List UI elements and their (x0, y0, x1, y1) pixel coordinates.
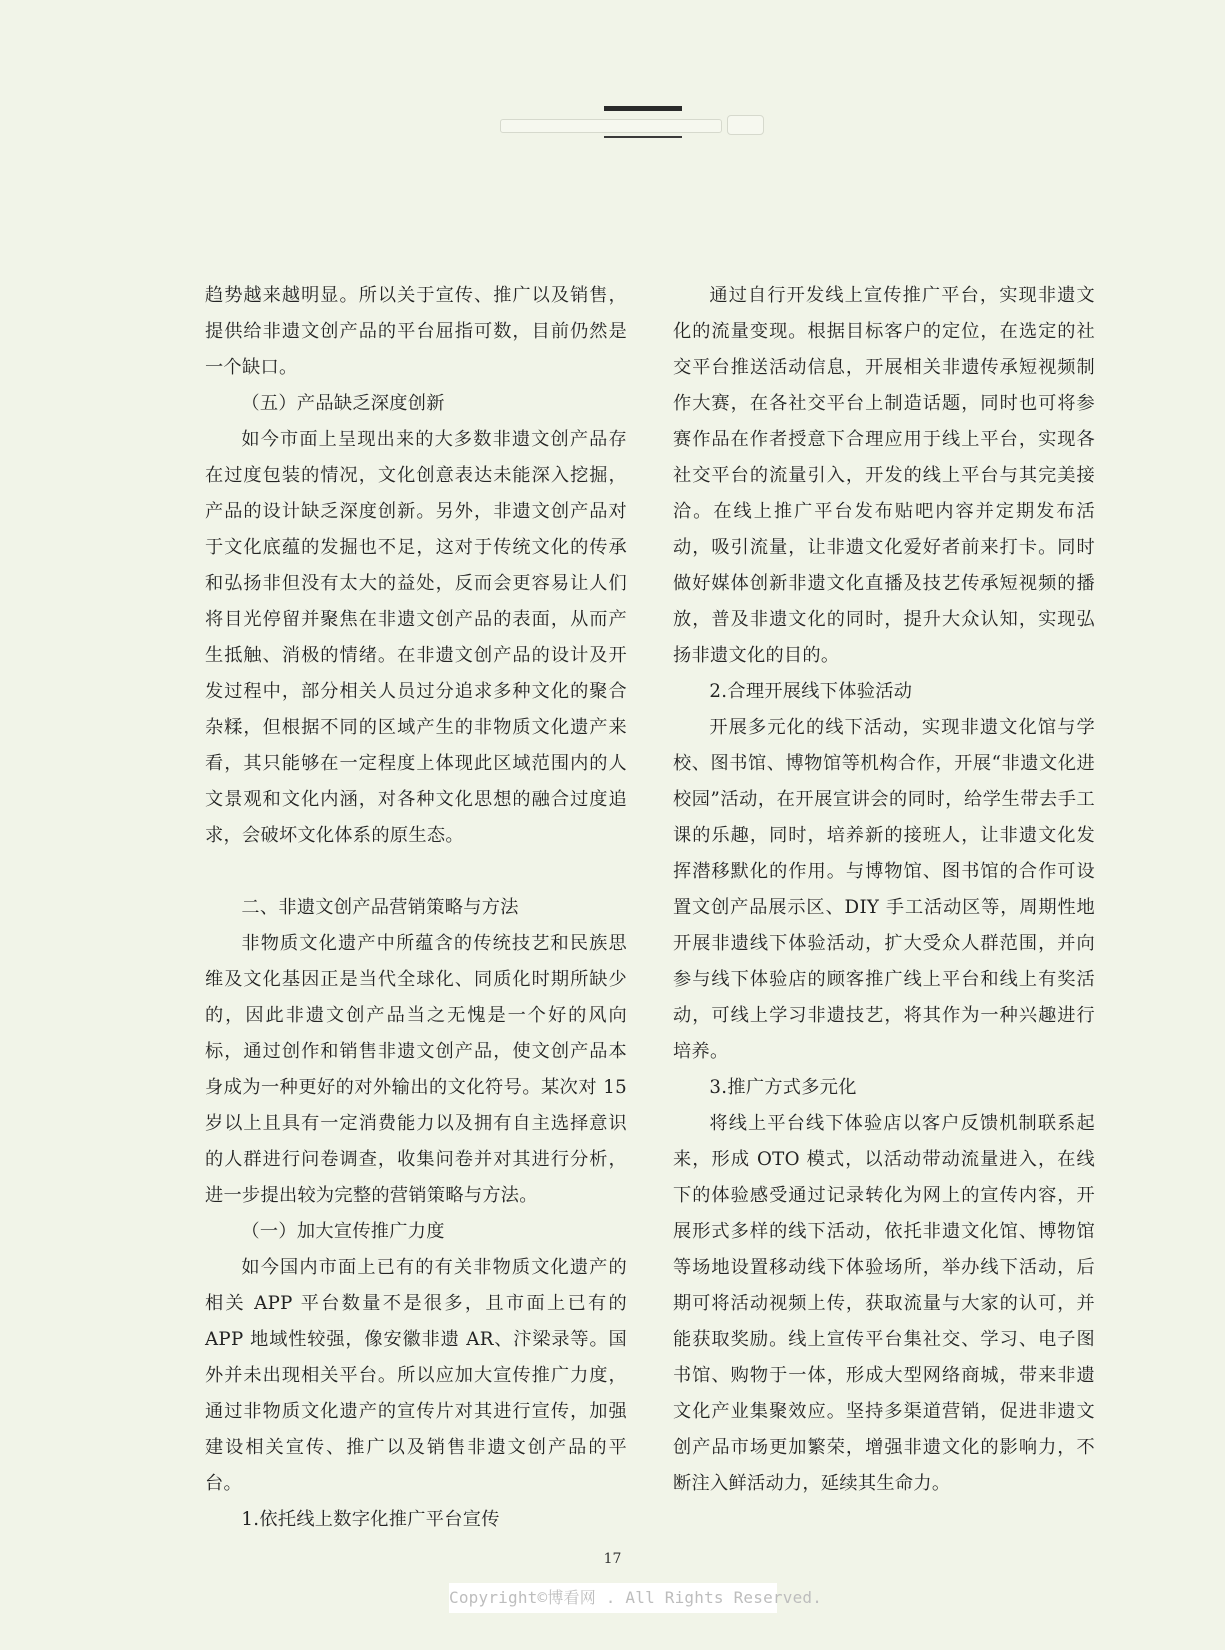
body-paragraph: 如今市面上呈现出来的大多数非遗文创产品存在过度包装的情况，文化创意表达未能深入挖掘，产品的设计缺乏深度创新。另外，非遗文创产品对于文化底蕴的发掘也不足，这对于传统文化的传承和弘扬非但没有太大的益处，反而会更容易让人们将目光停留并聚焦在非遗文创产品的表面，从而产生抵触、消极的情绪。在非遗文创产品的设计及开发过程中，部分相关人员过分追求多种文化的聚合杂糅，但根据不同的区域产生的非物质文化遗产来看，其只能够在一定程度上体现此区域范围内的人文景观和文化内涵，对各种文化思想的融合过度追求，会破坏文化体系的原生态。 (205, 429, 627, 846)
header-decoration (0, 0, 1225, 160)
section-heading: （五）产品缺乏深度创新 (241, 393, 445, 414)
header-ornament-right (727, 115, 764, 135)
page-number: 17 (603, 1551, 622, 1567)
body-paragraph: 通过自行开发线上宣传推广平台，实现非遗文化的流量变现。根据目标客户的定位，在选定的社交平台推送活动信息，开展相关非遗传承短视频制作大赛，在各社交平台上制造话题，同时也可将参赛作品在作者授意下合理应用于线上平台，实现各社交平台的流量引入，开发的线上平台与其完美接洽。在线上推广平台发布贴吧内容并定期发布活动，吸引流量，让非遗文化爱好者前来打卡。同时做好媒体创新非遗文化直播及技艺传承短视频的播放，普及非遗文化的同时，提升大众认知，实现弘扬非遗文化的目的。 (673, 285, 1095, 666)
body-paragraph: 开展多元化的线下活动，实现非遗文化馆与学校、图书馆、博物馆等机构合作，开展“非遗文化进校园”活动，在开展宣讲会的同时，给学生带去手工课的乐趣，同时，培养新的接班人，让非遗文化发挥潜移默化的作用。与博物馆、图书馆的合作可设置文创产品展示区、DIY 手工活动区等，周期性地开展非遗线下体验活动，扩大受众人群范围，并向参与线下体验店的顾客推广线上平台和线上有奖活动，可线上学习非遗技艺，将其作为一种兴趣进行培养。 (673, 717, 1095, 1062)
header-rule-top (604, 106, 682, 111)
section-heading: 1.依托线上数字化推广平台宣传 (241, 1509, 500, 1530)
right-column (673, 278, 1095, 1502)
body-paragraph: 趋势越来越明显。所以关于宣传、推广以及销售，提供给非遗文创产品的平台屈指可数，目前仍然是一个缺口。 (205, 285, 627, 378)
section-heading: 3.推广方式多元化 (709, 1077, 857, 1098)
header-ornament-left (500, 119, 722, 133)
section-heading: （一）加大宣传推广力度 (241, 1221, 445, 1242)
body-paragraph: 将线上平台线下体验店以客户反馈机制联系起来，形成 OTO 模式，以活动带动流量进入，在线下的体验感受通过记录转化为网上的宣传内容，开展形式多样的线下活动，依托非遗文化馆、博物馆等场地设置移动线下体验场所，举办线下活动，后期可将活动视频上传，获取流量与大家的认可，并能获取奖励。线上宣传平台集社交、学习、电子图书馆、购物于一体，形成大型网络商城，带来非遗文化产业集聚效应。坚持多渠道营销，促进非遗文创产品市场更加繁荣，增强非遗文化的影响力，不断注入鲜活动力，延续其生命力。 (673, 1113, 1095, 1494)
copyright-notice: Copyright©博看网 . All Rights Reserved. (449, 1583, 777, 1613)
left-column (205, 278, 627, 1538)
header-rule-bottom (604, 136, 682, 138)
section-heading: 2.合理开展线下体验活动 (709, 681, 913, 702)
body-paragraph: 如今国内市面上已有的有关非物质文化遗产的相关 APP 平台数量不是很多，且市面上已有的 APP 地域性较强，像安徽非遗 AR、汴梁录等。国外并未出现相关平台。所以应加大宣传推广力度，通过非物质文化遗产的宣传片对其进行宣传，加强建设相关宣传、推广以及销售非遗文创产品的平台。 (205, 1257, 627, 1494)
section-heading: 二、非遗文创产品营销策略与方法 (241, 897, 519, 918)
section-spacer (205, 854, 627, 890)
body-paragraph: 非物质文化遗产中所蕴含的传统技艺和民族思维及文化基因正是当代全球化、同质化时期所缺少的，因此非遗文创产品当之无愧是一个好的风向标，通过创作和销售非遗文创产品，使文创产品本身成为一种更好的对外输出的文化符号。某次对 15 岁以上且具有一定消费能力以及拥有自主选择意识的人群进行问卷调查，收集问卷并对其进行分析，进一步提出较为完整的营销策略与方法。 (205, 933, 627, 1206)
